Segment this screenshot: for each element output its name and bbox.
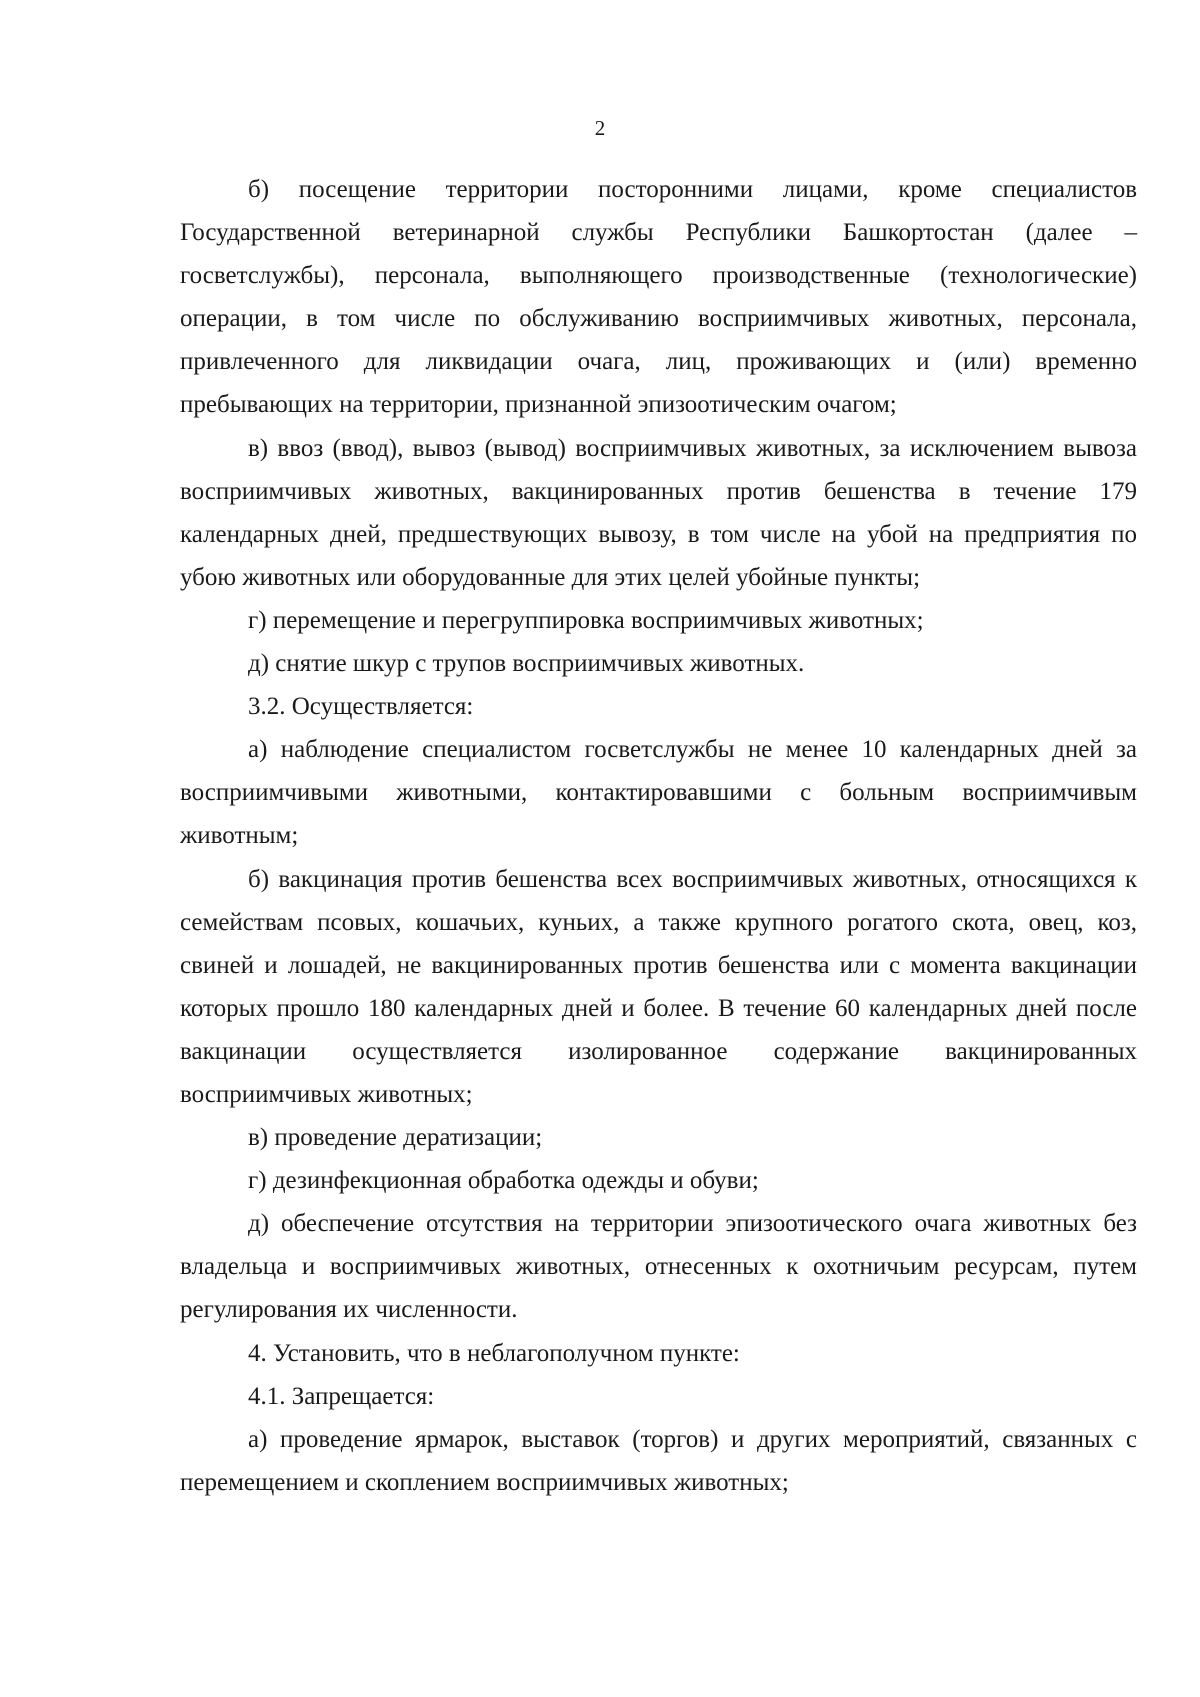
paragraph-2b-vaccination: б) вакцинация против бешенства всех восприимчивых животных, относящихся к семействам псовых, кошачьих, куньих, а также крупного рогатого скота, овец, коз, свиней и лошадей, не вакцинированных против бешенства или с момента вакцинации которых прошло 180 календарных дней и более. В течение 60 календарных дней после вакцинации осуществляется изолированное содержание вакцинированных восприимчивых животных; — [180, 865, 1137, 1108]
paragraph-1d-skins: д) снятие шкур с трупов восприимчивых животных. — [248, 650, 805, 678]
paragraph-2d-stray-animals: д) обеспечение отсутствия на территории эпизоотического очага животных без владельца и восприимчивых животных, отнесенных к охотничьим ресурсам, путем регулирования их численности. — [180, 1210, 1137, 1324]
paragraph-4-heading: 4. Установить, что в неблагополучном пункте: — [248, 1339, 740, 1367]
paragraph-2v-deratization: в) проведение дератизации; — [248, 1124, 543, 1152]
paragraph-4a-fairs: а) проведение ярмарок, выставок (торгов) и других мероприятий, связанных с перемещением и скоплением восприимчивых животных; — [180, 1425, 1137, 1496]
paragraph-2a-observation: а) наблюдение специалистом госветслужбы не менее 10 календарных дней за восприимчивыми животными, контактировавшими с больным восприимчивым животным; — [180, 736, 1137, 850]
paragraph-4-1-heading: 4.1. Запрещается: — [248, 1382, 435, 1410]
paragraph-3-2-heading: 3.2. Осуществляется: — [248, 693, 474, 721]
paragraph-1v-import-export: в) ввоз (ввод), вывоз (вывод) восприимчивых животных, за исключением вывоза восприимчивых животных, вакцинированных против бешенства в течение 179 календарных дней, предшествующих вывозу, в том числе на убой на предприятия по убою животных или оборудованные для этих целей убойные пункты; — [180, 434, 1137, 591]
paragraph-1b-visit-restriction: б) посещение территории посторонними лицами, кроме специалистов Государственной ветеринарной службы Республики Башкортостан (далее – госветслужбы), персонала, выполняющего производственные (технологические) операции, в том числе по обслуживанию восприимчивых животных, персонала, привлеченного для ликвидации очага, лиц, проживающих и (или) временно пребывающих на территории, признанной эпизоотическим очагом; — [180, 176, 1137, 419]
paragraph-1g-movement: г) перемещение и перегруппировка восприимчивых животных; — [248, 606, 924, 634]
page-number: 2 — [594, 116, 606, 140]
document-body — [180, 168, 1137, 1504]
paragraph-2g-disinfection: г) дезинфекционная обработка одежды и обуви; — [248, 1167, 759, 1195]
